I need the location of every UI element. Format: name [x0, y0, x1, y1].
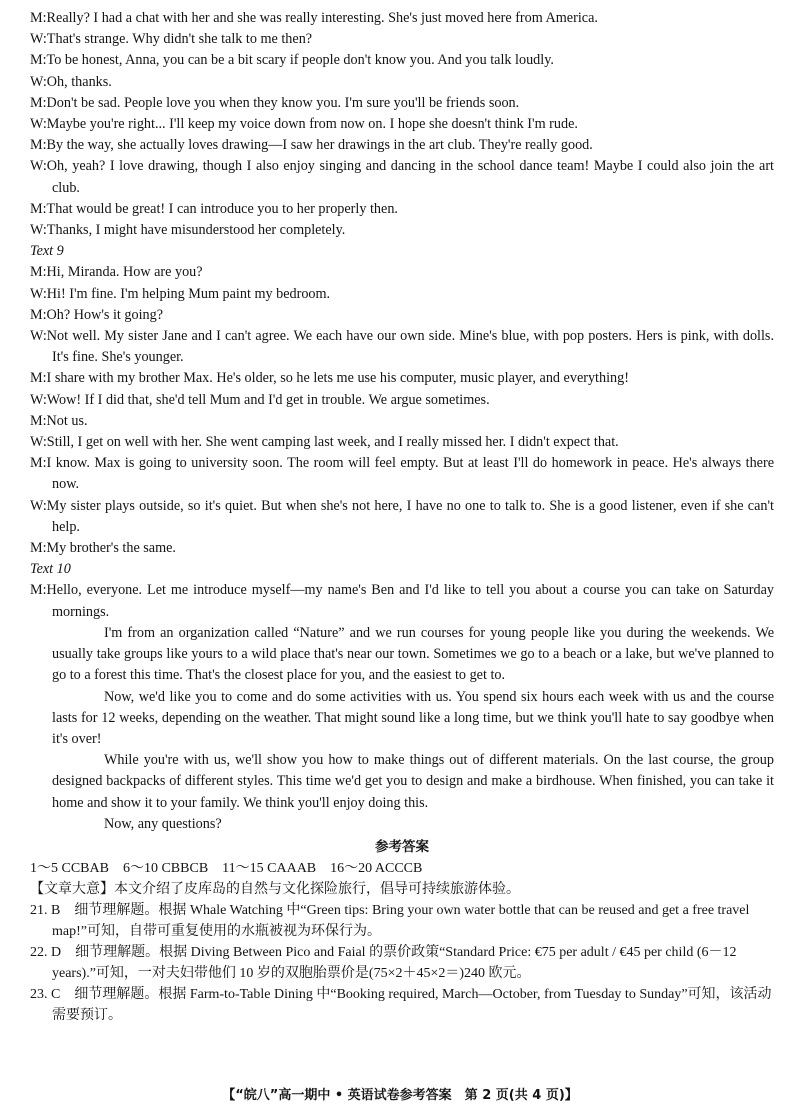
dialogue-line: M:Don't be sad. People love you when they know you. I'm sure you'll be friends soon. [30, 94, 520, 111]
dialogue-line: M:To be honest, Anna, you can be a bit scary if people don't know you. And you talk loudly. [30, 52, 554, 69]
dialogue-line: M:By the way, she actually loves drawing—I saw her drawings in the art club. They're really good. [30, 137, 593, 154]
dialogue-line: W:Maybe you're right... I'll keep my voice down from now on. I hope she doesn't think I'm rude. [30, 116, 578, 133]
text9-heading: Text 9 [30, 243, 64, 260]
explanation-item: 21. B 细节理解题。根据 Whale Watching 中“Green tips: Bring your own water bottle that can be reused and get a free travel map!”可知，自带可重复使用的水瓶被视为环保行为。 [30, 902, 750, 939]
monologue-paragraph: I'm from an organization called “Nature” and we run courses for young people like you during the weekends. We usually take groups like yours to a wild place that's near our town. Sometimes we go to a beach or a lake, but we've planned to go to a forest this time. That's the closest place for you, and the easiest to get to. [52, 624, 774, 684]
passage-summary: 【文章大意】本文介绍了皮库岛的自然与文化探险旅行，倡导可持续旅游体验。 [30, 881, 520, 897]
dialogue-line: W:Oh, yeah? I love drawing, though I also enjoy singing and dancing in the school dance team! Maybe I could also join the art club. [30, 158, 774, 196]
text9-dialogue [30, 262, 774, 559]
dialogue-line: M:Oh? How's it going? [30, 306, 163, 323]
monologue-paragraph: Now, any questions? [104, 815, 222, 832]
dialogue-line: M:I know. Max is going to university soon. The room will feel empty. But at least I'll do homework in peace. He's always there now. [30, 455, 774, 493]
dialogue-line: W:Wow! If I did that, she'd tell Mum and I'd get in trouble. We argue sometimes. [30, 391, 490, 408]
dialogue-line: W:Hi! I'm fine. I'm helping Mum paint my bedroom. [30, 285, 331, 302]
dialogue-line: W:Still, I get on well with her. She went camping last week, and I really missed her. I didn't expect that. [30, 434, 619, 451]
dialogue-line: W:Thanks, I might have misunderstood her completely. [30, 222, 346, 239]
dialogue-line: W:My sister plays outside, so it's quiet. But when she's not here, I have no one to talk to. She is a good listener, even if she can't help. [30, 497, 774, 535]
page-footer: 【“皖八”高一期中 • 英语试卷参考答案 第 2 页(共 4 页)】 [222, 1088, 578, 1103]
dialogue-line: M:I share with my brother Max. He's older, so he lets me use his computer, music player, and everything! [30, 370, 629, 387]
text10-monologue [30, 580, 774, 834]
answers-title: 参考答案 [375, 838, 429, 855]
dialogue-line: M:My brother's the same. [30, 540, 176, 557]
text8-dialogue [30, 8, 774, 241]
page-content [30, 8, 774, 1026]
dialogue-line: M:Not us. [30, 412, 88, 429]
dialogue-line: M:Hi, Miranda. How are you? [30, 264, 203, 281]
explanation-item: 22. D 细节理解题。根据 Diving Between Pico and Faial 的票价政策“Standard Price: €75 per adult / €45 per child (6－12 years).”可知，一对夫妇带他们 10 岁的双胞胎票价是(75×2＋45×2＝)240 欧元。 [30, 944, 737, 981]
monologue-paragraph: Now, we'd like you to come and do some activities with us. You spend six hours each week with us and the course lasts for 12 weeks, depending on the weather. That might sound like a long time, but we think you'll hate to say goodbye when it's over! [52, 688, 774, 747]
monologue-paragraph: While you're with us, we'll show you how to make things out of different materials. On the last course, the group designed backpacks of different styles. This time we'd get you to design and make a birdhouse. When finished, you can take it home and show it to your family. We think you'll enjoy doing this. [52, 752, 774, 811]
dialogue-line: M:Really? I had a chat with her and she was really interesting. She's just moved here from America. [30, 10, 598, 26]
explanation-item: 23. C 细节理解题。根据 Farm-to-Table Dining 中“Booking required, March—October, from Tuesday to Sunday”可知，该活动需要预订。 [30, 986, 772, 1023]
monologue-intro: M:Hello, everyone. Let me introduce myself—my name's Ben and I'd like to tell you about a course you can take on Saturday mornings. [30, 582, 774, 620]
dialogue-line: W:Oh, thanks. [30, 73, 112, 90]
dialogue-line: W:Not well. My sister Jane and I can't agree. We each have our own side. Mine's blue, with pop posters. Hers is pink, with dolls. It's fine. She's younger. [30, 328, 774, 366]
answer-key: 1～5 CCBAB 6～10 CBBCB 11～15 CAAAB 16～20 ACCCB [30, 860, 423, 876]
text10-heading: Text 10 [30, 561, 71, 578]
dialogue-line: M:That would be great! I can introduce you to her properly then. [30, 200, 398, 217]
dialogue-line: W:That's strange. Why didn't she talk to me then? [30, 31, 313, 48]
